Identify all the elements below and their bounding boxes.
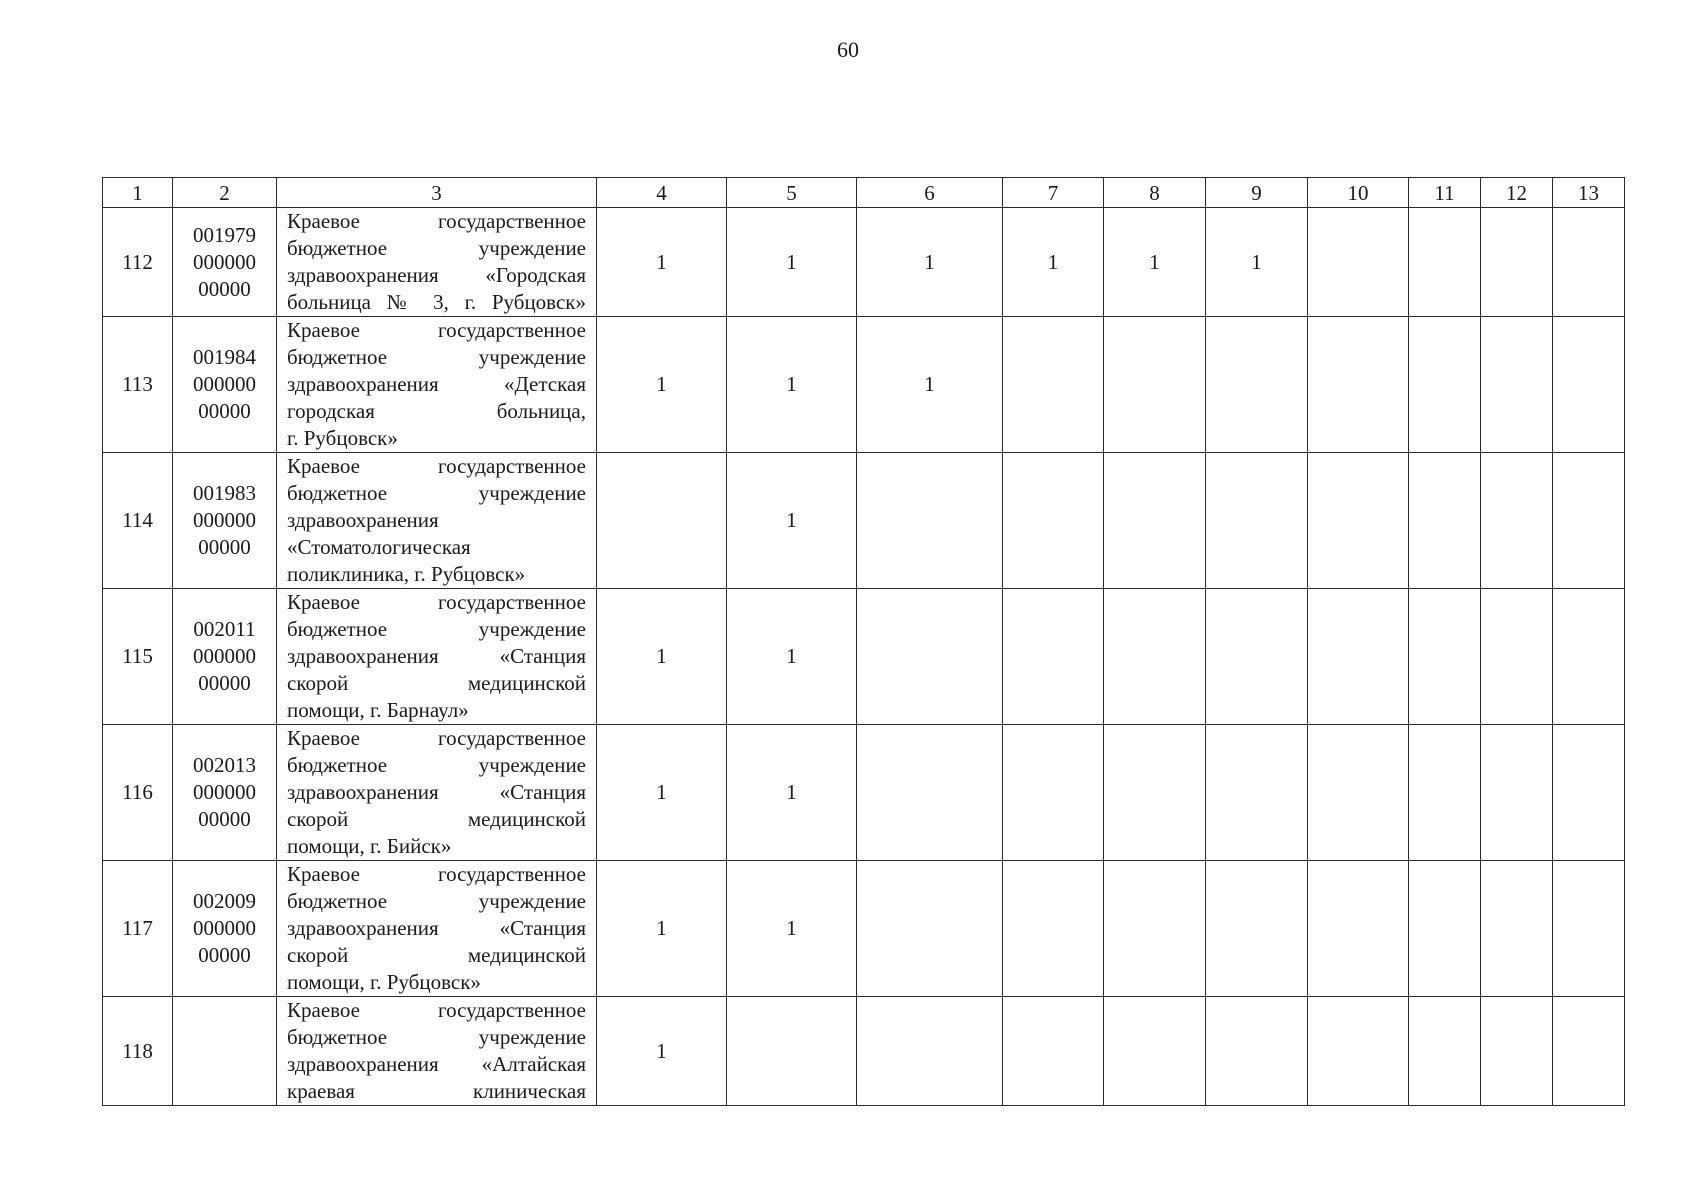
value-cell: [857, 589, 1003, 725]
value-cell: [857, 453, 1003, 589]
value-cell: [1104, 725, 1206, 861]
value-cell: [1409, 861, 1481, 997]
institution-name: [277, 861, 597, 997]
column-header: 5: [727, 178, 857, 208]
code-line: 001983: [193, 481, 256, 505]
value-cell: [1308, 861, 1409, 997]
column-header: 1: [103, 178, 173, 208]
table-row: [103, 861, 1625, 997]
row-number: 115: [103, 589, 173, 725]
value-cell: [1553, 997, 1625, 1106]
institution-name: [277, 997, 597, 1106]
name-line: скорой медицинской: [287, 807, 586, 831]
name-line: бюджетное учреждение: [287, 753, 586, 777]
value-cell: 1: [597, 725, 727, 861]
row-number: 112: [103, 208, 173, 317]
value-cell: 1: [597, 589, 727, 725]
code-line: 000000: [193, 644, 256, 668]
value-cell: 1: [1104, 208, 1206, 317]
code-line: 000000: [193, 508, 256, 532]
value-cell: [1003, 453, 1104, 589]
column-header: 4: [597, 178, 727, 208]
name-line: Краевое государственное: [287, 209, 586, 233]
code-line: 00000: [198, 671, 251, 695]
value-cell: [1409, 453, 1481, 589]
value-cell: [857, 997, 1003, 1106]
name-line: скорой медицинской: [287, 671, 586, 695]
name-line: помощи, г. Рубцовск»: [287, 970, 481, 994]
registry-code: [173, 861, 277, 997]
table-header-row: [103, 178, 1625, 208]
institution-name: [277, 208, 597, 317]
name-line: здравоохранения «Станция: [287, 916, 586, 940]
value-cell: [1104, 589, 1206, 725]
institution-name: [277, 589, 597, 725]
column-header: 6: [857, 178, 1003, 208]
value-cell: 1: [727, 453, 857, 589]
value-cell: [1308, 589, 1409, 725]
value-cell: [1206, 589, 1308, 725]
code-line: 00000: [198, 943, 251, 967]
institution-name: [277, 453, 597, 589]
name-line: бюджетное учреждение: [287, 617, 586, 641]
name-line: бюджетное учреждение: [287, 1025, 586, 1049]
table-row: [103, 208, 1625, 317]
name-line: Краевое государственное: [287, 318, 586, 342]
code-line: 00000: [198, 276, 251, 301]
name-line: г. Рубцовск»: [287, 426, 398, 450]
page-number: 60: [837, 37, 859, 62]
value-cell: [1104, 861, 1206, 997]
name-line: Краевое государственное: [287, 590, 586, 614]
name-line: здравоохранения «Городская: [287, 263, 586, 287]
value-cell: [1206, 317, 1308, 453]
value-cell: [857, 725, 1003, 861]
name-line: здравоохранения «Станция: [287, 780, 586, 804]
code-line: 00000: [198, 535, 251, 559]
registry-code: [173, 997, 277, 1106]
value-cell: 1: [1003, 208, 1104, 317]
code-line: 000000: [193, 916, 256, 940]
value-cell: [1206, 861, 1308, 997]
registry-code: [173, 589, 277, 725]
value-cell: 1: [597, 997, 727, 1106]
name-line: бюджетное учреждение: [287, 889, 586, 913]
value-cell: [1003, 861, 1104, 997]
code-line: 002011: [193, 617, 256, 641]
name-line: городская больница,: [287, 399, 586, 423]
code-line: 002009: [193, 889, 256, 913]
value-cell: 1: [727, 208, 857, 317]
value-cell: [1481, 589, 1553, 725]
value-cell: 1: [597, 861, 727, 997]
code-line: 00000: [198, 399, 251, 423]
value-cell: [1409, 997, 1481, 1106]
name-line: скорой медицинской: [287, 943, 586, 967]
value-cell: [1481, 208, 1553, 317]
value-cell: [1553, 453, 1625, 589]
name-line: здравоохранения: [287, 508, 439, 532]
name-line: Краевое государственное: [287, 454, 586, 478]
value-cell: 1: [727, 725, 857, 861]
value-cell: [1104, 453, 1206, 589]
column-header: 8: [1104, 178, 1206, 208]
value-cell: [1553, 589, 1625, 725]
value-cell: [1003, 997, 1104, 1106]
value-cell: [1481, 997, 1553, 1106]
value-cell: [1481, 861, 1553, 997]
code-line: 001984: [193, 345, 256, 369]
value-cell: [1481, 317, 1553, 453]
registry-code: [173, 453, 277, 589]
table-row: [103, 317, 1625, 453]
name-line: помощи, г. Бийск»: [287, 834, 452, 858]
name-line: бюджетное учреждение: [287, 481, 586, 505]
value-cell: [1003, 589, 1104, 725]
name-line: Краевое государственное: [287, 998, 586, 1022]
value-cell: [1553, 317, 1625, 453]
column-header: 2: [173, 178, 277, 208]
value-cell: [727, 997, 857, 1106]
value-cell: [1206, 725, 1308, 861]
row-number: 118: [103, 997, 173, 1106]
registry-table: [102, 177, 1625, 1106]
value-cell: [1409, 725, 1481, 861]
value-cell: [1409, 208, 1481, 317]
value-cell: [1553, 725, 1625, 861]
value-cell: [1308, 208, 1409, 317]
value-cell: [1553, 861, 1625, 997]
column-header: 10: [1308, 178, 1409, 208]
name-line: Краевое государственное: [287, 726, 586, 750]
value-cell: [1104, 317, 1206, 453]
name-line: здравоохранения «Алтайская: [287, 1052, 586, 1076]
row-number: 117: [103, 861, 173, 997]
name-line: Краевое государственное: [287, 862, 586, 886]
value-cell: [1553, 208, 1625, 317]
institution-name: [277, 725, 597, 861]
value-cell: [1409, 317, 1481, 453]
value-cell: 1: [597, 317, 727, 453]
name-line: поликлиника, г. Рубцовск»: [287, 562, 526, 586]
name-line: бюджетное учреждение: [287, 236, 586, 260]
row-number: 113: [103, 317, 173, 453]
registry-code: [173, 725, 277, 861]
value-cell: 1: [597, 208, 727, 317]
column-header: 13: [1553, 178, 1625, 208]
table-row: [103, 725, 1625, 861]
value-cell: [1003, 725, 1104, 861]
column-header: 12: [1481, 178, 1553, 208]
column-header: 7: [1003, 178, 1104, 208]
value-cell: 1: [857, 208, 1003, 317]
value-cell: 1: [857, 317, 1003, 453]
registry-code: [173, 317, 277, 453]
name-line: помощи, г. Барнаул»: [287, 698, 469, 722]
table-row: [103, 997, 1625, 1106]
value-cell: [1481, 453, 1553, 589]
value-cell: [857, 861, 1003, 997]
value-cell: 1: [727, 861, 857, 997]
code-line: 002013: [193, 753, 256, 777]
column-header: 3: [277, 178, 597, 208]
value-cell: [1481, 725, 1553, 861]
code-line: 000000: [193, 249, 256, 274]
value-cell: [1308, 453, 1409, 589]
institution-name: [277, 317, 597, 453]
value-cell: [1104, 997, 1206, 1106]
table-row: [103, 453, 1625, 589]
name-line: здравоохранения «Детская: [287, 372, 586, 396]
name-line: «Стоматологическая: [287, 535, 471, 559]
value-cell: [597, 453, 727, 589]
value-cell: [1308, 725, 1409, 861]
code-line: 000000: [193, 372, 256, 396]
name-line: краевая клиническая: [287, 1079, 586, 1103]
code-line: 000000: [193, 780, 256, 804]
registry-code: [173, 208, 277, 317]
column-header: 11: [1409, 178, 1481, 208]
value-cell: [1308, 997, 1409, 1106]
name-line: здравоохранения «Станция: [287, 644, 586, 668]
table-row: [103, 589, 1625, 725]
column-header: 9: [1206, 178, 1308, 208]
value-cell: [1308, 317, 1409, 453]
value-cell: 1: [1206, 208, 1308, 317]
value-cell: 1: [727, 589, 857, 725]
row-number: 114: [103, 453, 173, 589]
code-line: 00000: [198, 807, 251, 831]
value-cell: [1206, 453, 1308, 589]
name-line: больница № 3, г. Рубцовск»: [287, 290, 586, 314]
name-line: бюджетное учреждение: [287, 345, 586, 369]
code-line: 001979: [193, 222, 256, 247]
value-cell: 1: [727, 317, 857, 453]
value-cell: [1003, 317, 1104, 453]
row-number: 116: [103, 725, 173, 861]
value-cell: [1206, 997, 1308, 1106]
value-cell: [1409, 589, 1481, 725]
